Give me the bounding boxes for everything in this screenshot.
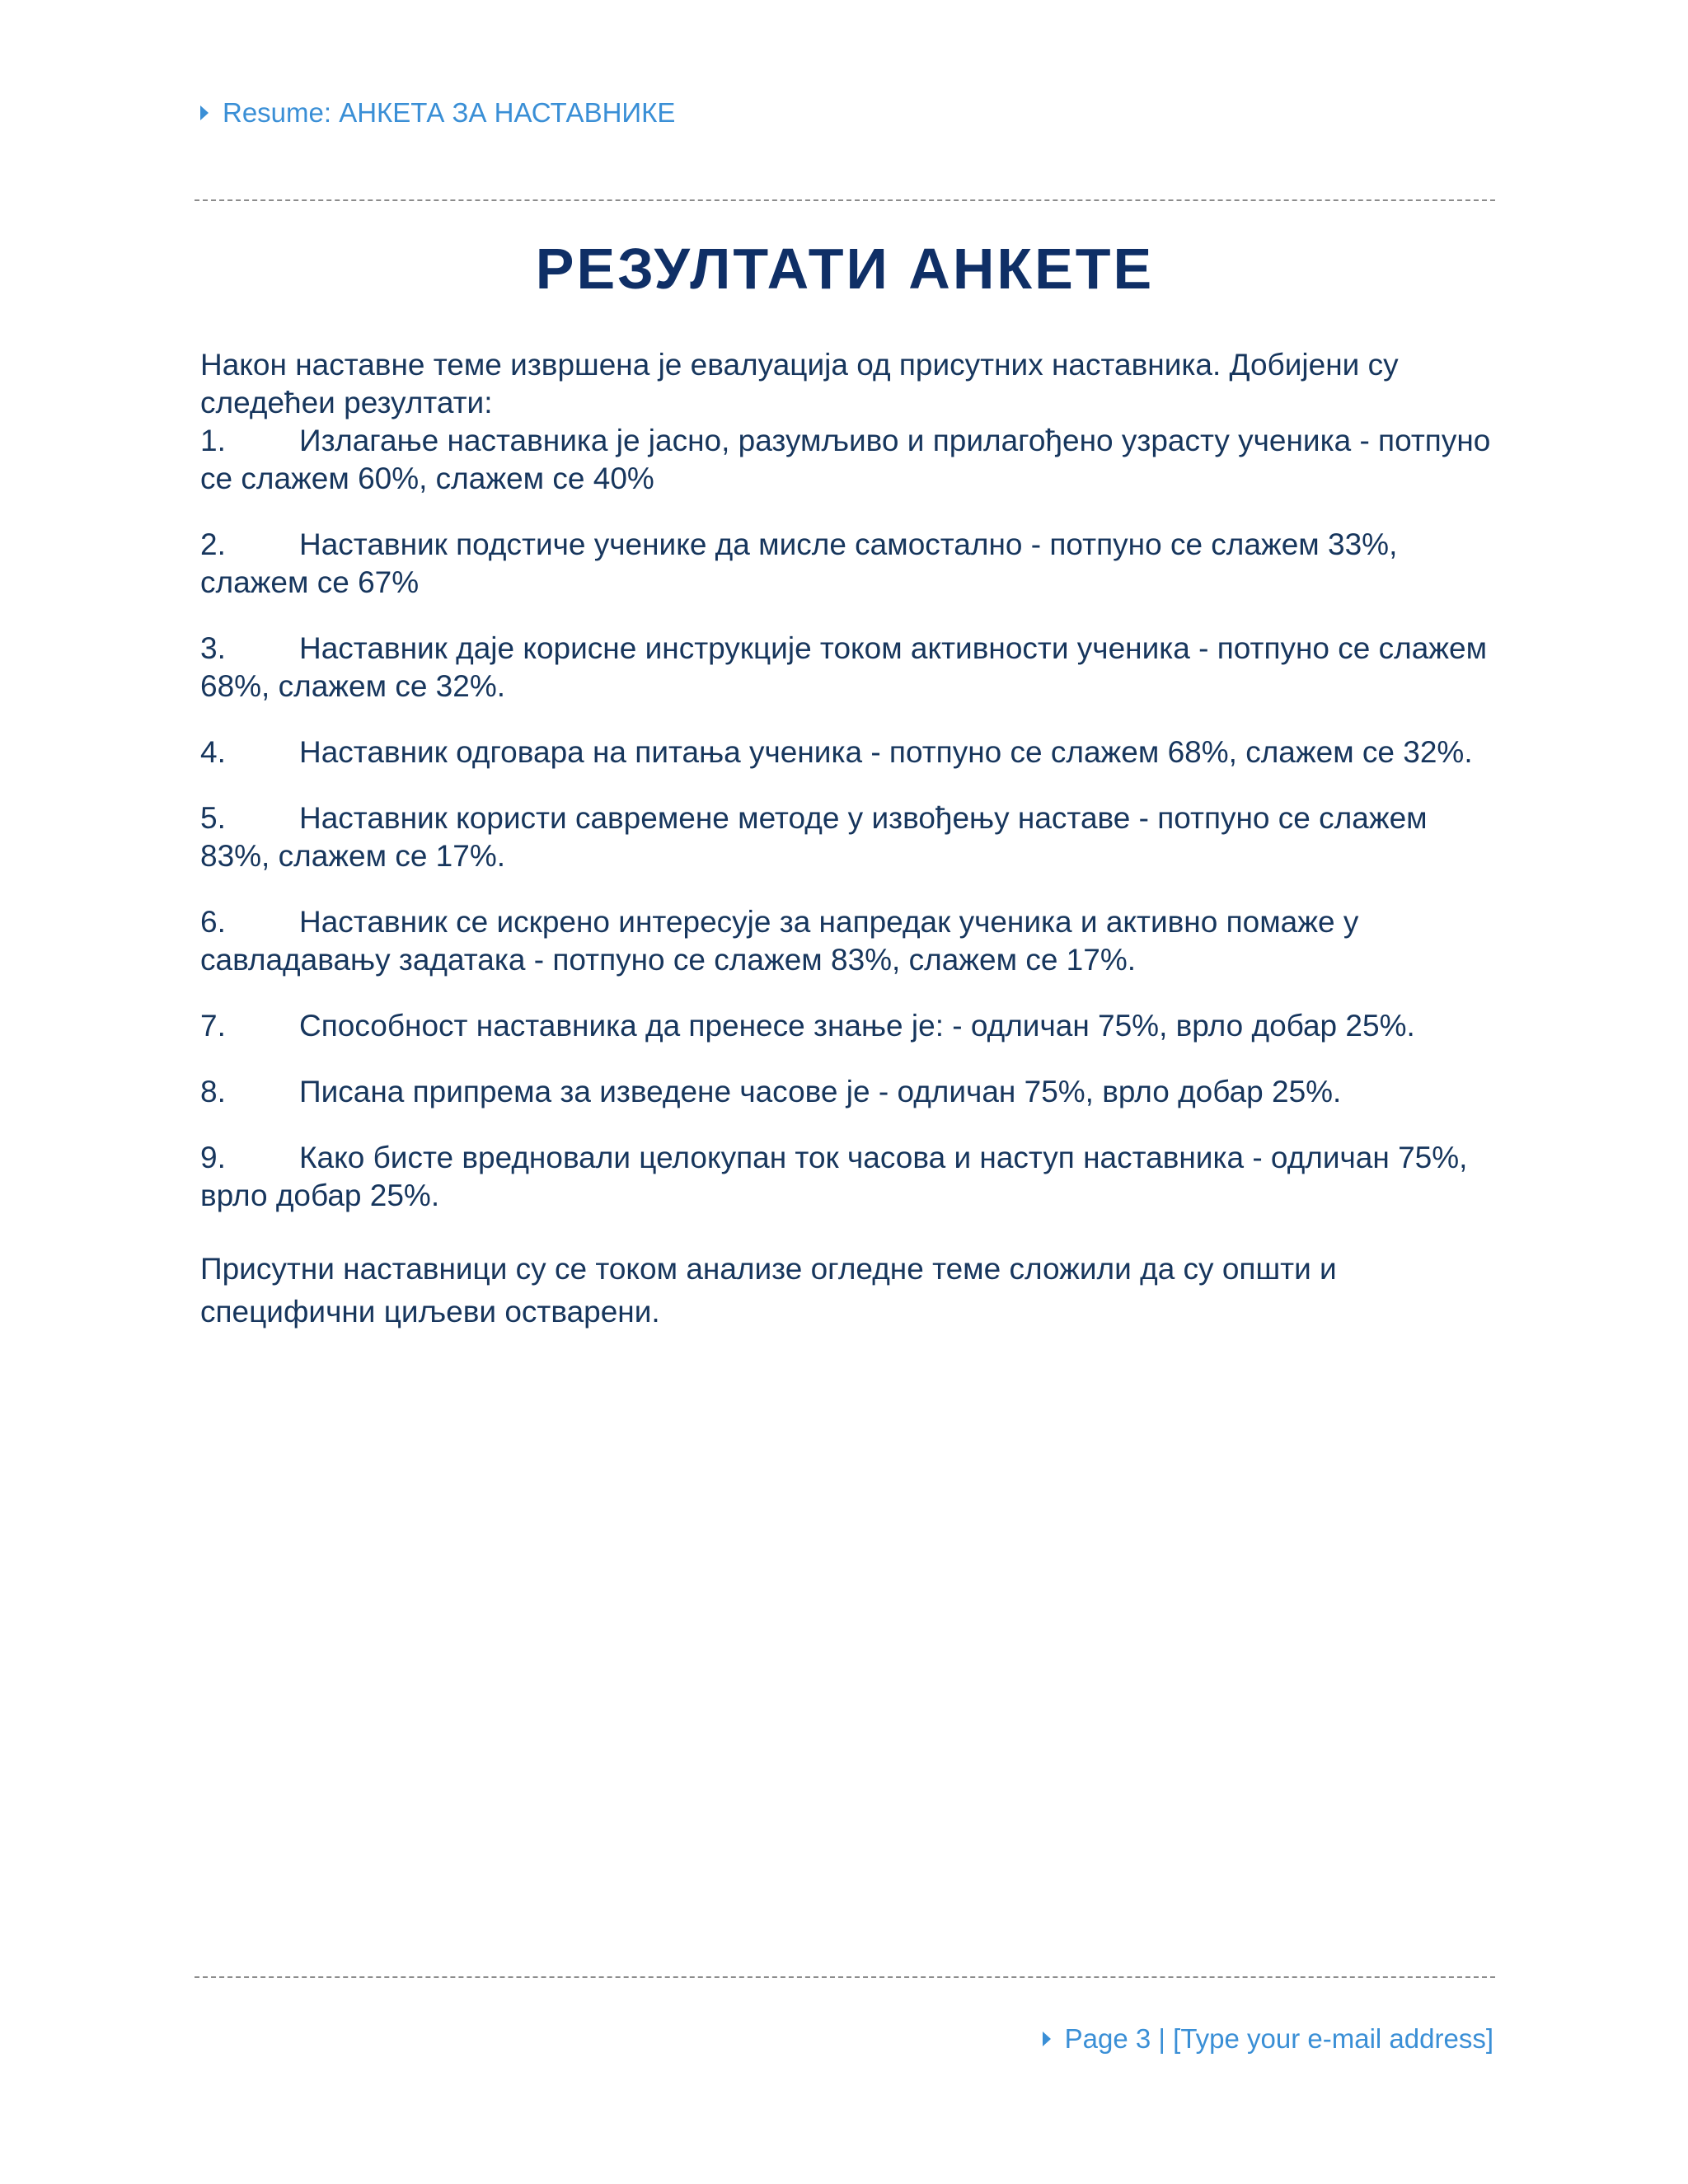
page-footer xyxy=(1043,2023,1493,2055)
list-item-text: Наставник користи савремене методе у извођењу наставе - потпуно се слажем 83%, слажем се 17%. xyxy=(200,801,1428,873)
header-text: Resume: АНКЕТА ЗА НАСТАВНИКЕ xyxy=(223,97,676,128)
list-item xyxy=(200,630,1496,705)
list-item xyxy=(200,903,1496,979)
list-item-number: 3. xyxy=(200,631,226,665)
list-item xyxy=(200,1073,1496,1111)
intro-paragraph: Након наставне теме извршена је евалуација од присутних наставника. Добијени су следећеи резултати: xyxy=(200,348,1399,419)
list-item-text: Способност наставника да пренесе знање је: - одличан 75%, врло добар 25%. xyxy=(299,1009,1415,1043)
list-item-number: 8. xyxy=(200,1075,226,1108)
list-item-number: 1. xyxy=(200,424,226,457)
footer-text: Page 3 | [Type your e-mail address] xyxy=(1064,2023,1493,2054)
list-item xyxy=(200,799,1496,875)
list-item xyxy=(200,1139,1496,1215)
list-item-text: Наставник одговара на питања ученика - потпуно се слажем 68%, слажем се 32%. xyxy=(299,735,1473,769)
list-item xyxy=(200,526,1496,602)
list-item-number: 2. xyxy=(200,527,226,561)
page-header xyxy=(200,97,675,129)
document-body xyxy=(200,346,1496,1364)
list-item-text: Наставник се искрено интересује за напредак ученика и активно помаже у савладавању задатака - потпуно се слажем 83%, слажем се 17%. xyxy=(200,905,1359,977)
list-item-number: 5. xyxy=(200,801,226,835)
triangle-bullet-icon xyxy=(200,105,209,120)
list-item-number: 7. xyxy=(200,1009,226,1043)
list-item xyxy=(200,733,1496,771)
list-item-text: Наставник подстиче ученике да мисле самостално - потпуно се слажем 33%, слажем се 67% xyxy=(200,527,1398,599)
footer-divider xyxy=(195,1976,1495,1978)
list-item-text: Како бисте вредновали целокупан ток часова и наступ наставника - одличан 75%, врло добар 25%. xyxy=(200,1141,1468,1212)
list-item xyxy=(200,1007,1496,1045)
triangle-bullet-icon xyxy=(1043,2032,1051,2046)
list-item-number: 6. xyxy=(200,905,226,939)
closing-paragraph: Присутни наставници су се током анализе огледне теме сложили да су општи и специфични циљеви остварени. xyxy=(200,1252,1337,1329)
list-item-text: Писана припрема за изведене часове је - одличан 75%, врло добар 25%. xyxy=(299,1075,1342,1108)
page-title: РЕЗУЛТАТИ АНКЕТЕ xyxy=(535,237,1155,301)
list-item-number: 9. xyxy=(200,1141,226,1174)
list-item xyxy=(200,422,1496,498)
header-divider xyxy=(195,199,1495,201)
list-item-number: 4. xyxy=(200,735,226,769)
list-item-text: Излагање наставника је јасно, разумљиво и прилагођено узрасту ученика - потпуно се слажем 60%, слажем се 40% xyxy=(200,424,1491,495)
list-item-text: Наставник даје корисне инструкције током активности ученика - потпуно се слажем 68%, слажем се 32%. xyxy=(200,631,1488,703)
